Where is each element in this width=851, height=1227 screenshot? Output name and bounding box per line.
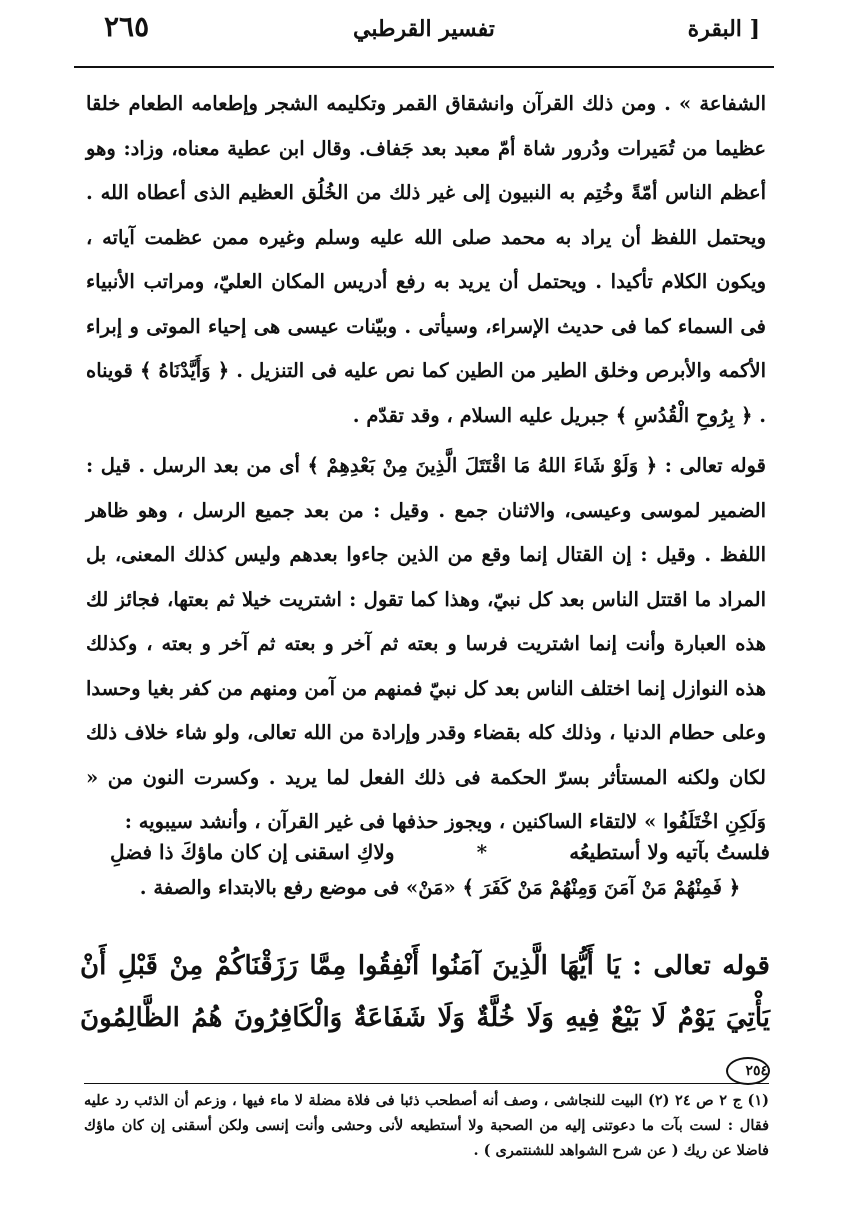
ayah-number-badge: ٢٥٤: [726, 1057, 770, 1085]
verse-hemistich-second: ولاكِ اسقنى إن كان ماؤكَ ذا فضلِ: [110, 840, 395, 864]
verse-commentary: ﴿ فَمِنْهُمْ مَنْ آمَنَ وَمِنْهُمْ مَنْ كَفَرَ ﴾ «مَنْ» فى موضع رفع بالابتداء والصفة .: [139, 876, 741, 899]
verse-line: [110, 832, 770, 872]
poetry-verse: [110, 832, 770, 899]
paragraph-2: قوله تعالى : ﴿ وَلَوْ شَاءَ اللهُ مَا اقْتَتَلَ الَّذِينَ مِنْ بَعْدِهِمْ ﴾ أى من بعد الرسل . قيل : الضمير لموسى وعيسى، والاثنان جمع . وقيل : من بعد جميع الرسل ، وهو ظاهر اللفظ . وقيل : إن القتال إنما وقع من الذين جاءوا بعدهم وليس كذلك المعنى، بل المراد ما اقتتل الناس بعد كل نبيّ، وهذا كما تقول : اشتريت خيلا ثم بعتها، فجائز لك هذه العبارة وأنت إنما اشتريت فرسا و بعته ثم آخر و بعته ثم آخر و بعته ، وكذلك هذه النوازل إنما اختلف الناس بعد كل نبيّ فمنهم من آمن ومنهم من كفر بغيا وحسدا وعلى حطام الدنيا ، وذلك كله بقضاء وقدر وإرادة من الله تعالى، ولو شاء خلاف ذلك لكان ولكنه المستأثر بسرّ الحكمة فى ذلك الفعل لما يريد . وكسرت النون من « وَلَكِنِ اخْتَلَفُوا » لالتقاء الساكنين ، ويجوز حذفها فى غير القرآن ، وأنشد سيبويه :: [86, 454, 766, 833]
book-title: تفسير القرطبي: [353, 16, 495, 42]
surah-name: البقرة ]: [687, 16, 760, 42]
footnotes: [84, 1088, 769, 1163]
commentary-text: [86, 82, 766, 845]
verse-separator: *: [476, 840, 488, 864]
ayah-line-2: [80, 992, 770, 1096]
footnote-text: (١) ج ٢ ص ٢٤ (٢) البيت للنجاشى ، وصف أنه أصطحب ذئبا فى فلاة مضلة لا ماء فيها ، وزعم أن الذئب رد عليه فقال : لست بآت ما دعوتنى إليه من الصحبة ولا أستطيعه لأنى وحشى وأنت إنسى ولكن أسقنى إن كان ماؤك فاضلا عن ريك ( عن شرح الشواهد للشنتمرى ) .: [84, 1092, 769, 1159]
page-header: [74, 8, 774, 68]
footnote-divider: [84, 1083, 769, 1084]
quran-ayah: [80, 940, 770, 1096]
verse-hemistich-first: فلستُ بآتيه ولا أستطيعُه: [569, 840, 770, 864]
paragraph-1: الشفاعة » . ومن ذلك القرآن وانشقاق القمر وتكليمه الشجر وإطعامه الطعام خلقا عظيما من تُمَيرات ودُرور شاة أمّ معبد بعد جَفاف. وقال ابن عطية معناه، وزاد: وهو أعظم الناس أمّةً وخُتِم به النبيون إلى غير ذلك من الخُلُق العظيم الذى أعطاه الله . ويحتمل اللفظ أن يراد به محمد صلى الله عليه وسلم وغيره ممن عظمت آياته ، ويكون الكلام تأكيدا . ويحتمل أن يريد به رفع أدريس المكان العليّ، ومراتب الأنبياء فى السماء كما فى حديث الإسراء، وسيأتى . وبيّنات عيسى هى إحياء الموتى و إبراء الأكمه والأبرص وخلق الطير من الطين كما نص عليه فى التنزيل . ﴿ وَأَيَّدْنَاهُ ﴾ قويناه . ﴿ بِرُوحِ الْقُدُسِ ﴾ جبريل عليه السلام ، وقد تقدّم .: [86, 92, 766, 427]
ayah-line-2-text: يَأْتِيَ يَوْمٌ لَا بَيْعٌ فِيهِ وَلَا خُلَّةٌ وَلَا شَفَاعَةٌ وَالْكَافِرُونَ هُمُ الظَّالِمُونَ: [80, 1003, 770, 1033]
page-number: ٢٦٥: [104, 10, 150, 43]
ayah-line-1: قوله تعالى : يَا أَيُّهَا الَّذِينَ آمَنُوا أَنْفِقُوا مِمَّا رَزَقْنَاكُمْ مِنْ قَبْلِ أَنْ: [80, 951, 770, 981]
